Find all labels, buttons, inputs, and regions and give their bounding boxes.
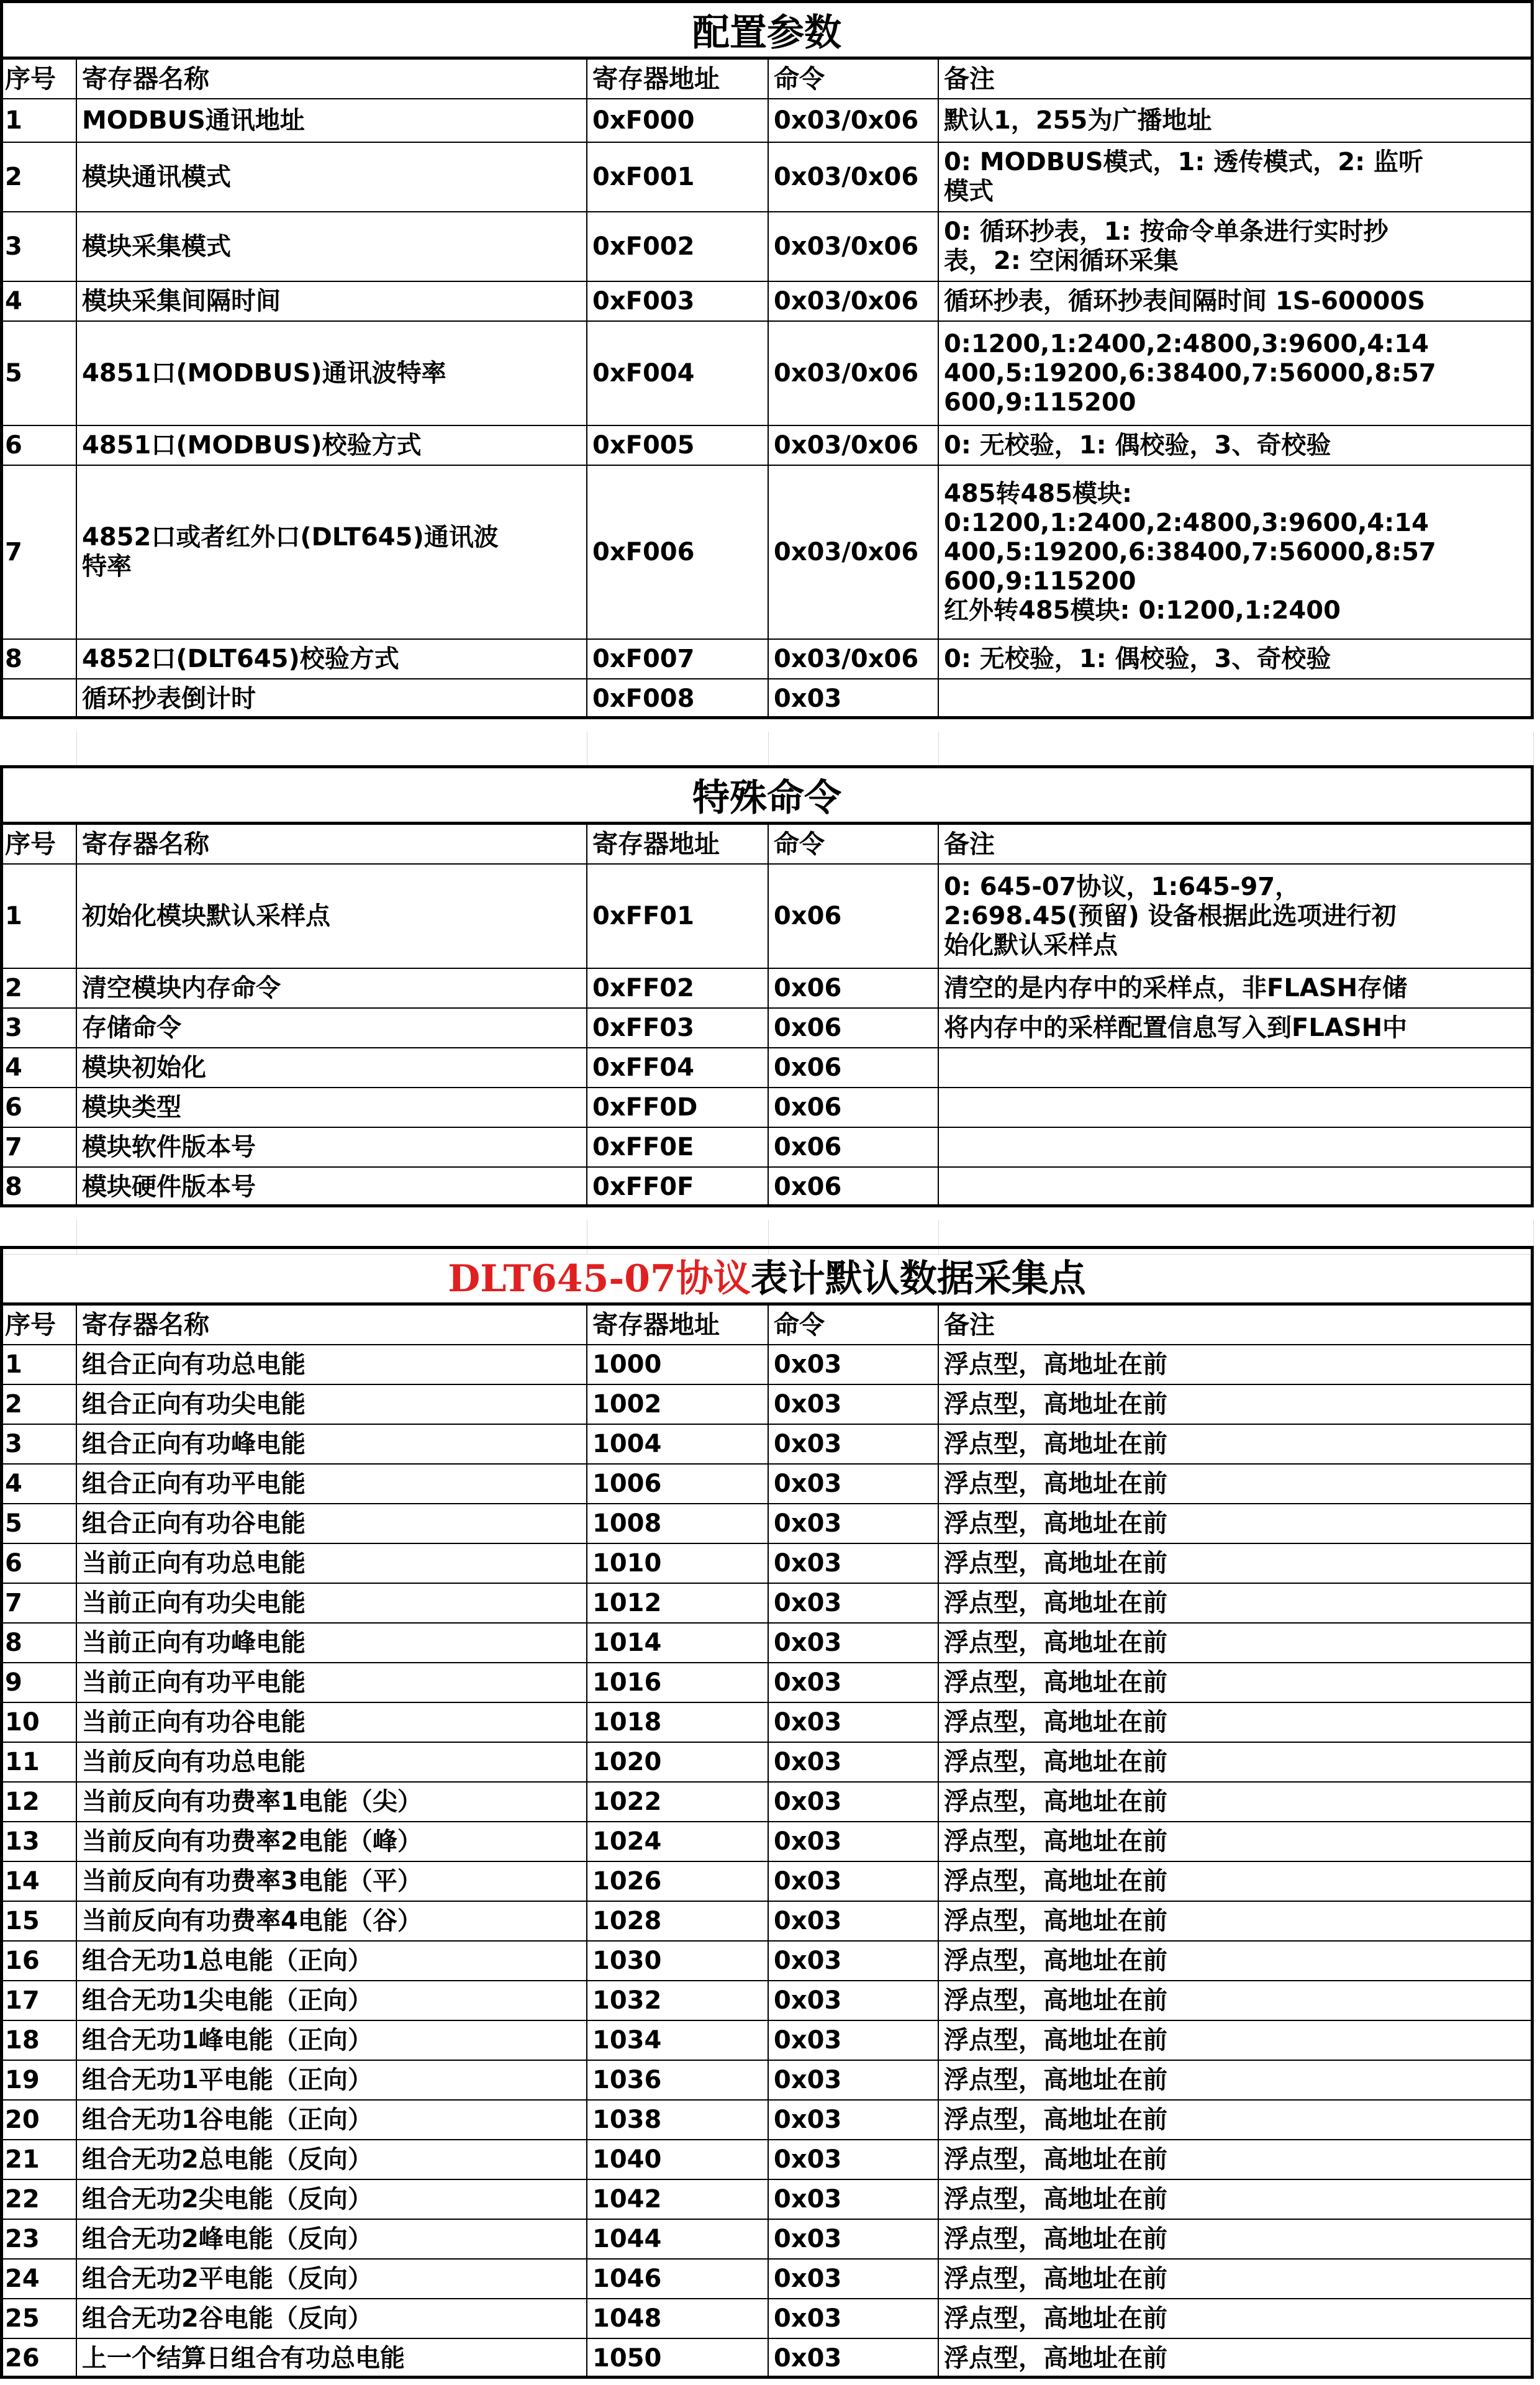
command-cell[interactable]: 0x03 [769, 1703, 939, 1743]
remark-cell[interactable]: 清空的是内存中的采样点，非FLASH存储 [939, 969, 1534, 1009]
command-cell[interactable]: 0x06 [769, 1168, 939, 1207]
register-address-cell[interactable]: 1000 [587, 1345, 769, 1385]
register-address-cell[interactable]: 0xFF0D [587, 1088, 769, 1128]
command-cell[interactable]: 0x03/0x06 [769, 466, 939, 640]
register-name-cell[interactable]: 上一个结算日组合有功总电能 [77, 2339, 587, 2379]
index-cell[interactable]: 23 [0, 2220, 77, 2260]
remark-cell[interactable]: 浮点型，高地址在前 [939, 1703, 1534, 1743]
index-cell[interactable]: 10 [0, 1703, 77, 1743]
remark-cell[interactable]: 浮点型，高地址在前 [939, 1822, 1534, 1862]
register-name-cell[interactable]: 初始化模块默认采样点 [77, 865, 587, 969]
remark-cell[interactable]: 浮点型，高地址在前 [939, 2140, 1534, 2180]
command-cell[interactable]: 0x03 [769, 1584, 939, 1624]
register-address-cell[interactable]: 0xF007 [587, 640, 769, 679]
register-name-cell[interactable]: 组合无功2总电能（反向） [77, 2140, 587, 2180]
command-cell[interactable]: 0x06 [769, 1128, 939, 1168]
register-name-cell[interactable]: 模块类型 [77, 1088, 587, 1128]
command-cell[interactable]: 0x03/0x06 [769, 212, 939, 282]
remark-cell[interactable]: 浮点型，高地址在前 [939, 1425, 1534, 1465]
register-address-cell[interactable]: 1012 [587, 1584, 769, 1624]
remark-cell[interactable]: 循环抄表，循环抄表间隔时间 1S-60000S [939, 282, 1534, 322]
register-name-cell[interactable]: 模块硬件版本号 [77, 1168, 587, 1207]
index-cell[interactable]: 18 [0, 2021, 77, 2061]
column-header-command[interactable]: 命令 [769, 825, 939, 865]
column-header-index[interactable]: 序号 [0, 60, 77, 99]
register-address-cell[interactable]: 1036 [587, 2061, 769, 2101]
register-name-cell[interactable]: 组合正向有功谷电能 [77, 1504, 587, 1544]
remark-cell[interactable]: 浮点型，高地址在前 [939, 1862, 1534, 1902]
index-cell[interactable]: 15 [0, 1902, 77, 1942]
register-address-cell[interactable]: 1030 [587, 1942, 769, 1981]
register-address-cell[interactable]: 1038 [587, 2101, 769, 2140]
column-header-index[interactable]: 序号 [0, 825, 77, 865]
command-cell[interactable]: 0x03/0x06 [769, 143, 939, 212]
remark-cell[interactable]: 浮点型，高地址在前 [939, 1942, 1534, 1981]
register-address-cell[interactable]: 1016 [587, 1663, 769, 1703]
section-title [0, 765, 1534, 825]
remark-cell[interactable]: 0: 无校验，1: 偶校验，3、奇校验 [939, 426, 1534, 466]
index-cell[interactable]: 13 [0, 1822, 77, 1862]
section-title [0, 1246, 1534, 1306]
command-cell[interactable]: 0x03 [769, 1942, 939, 1981]
command-cell[interactable]: 0x03 [769, 1385, 939, 1425]
register-address-cell[interactable]: 0xF002 [587, 212, 769, 282]
register-address-cell[interactable]: 0xF008 [587, 679, 769, 719]
command-cell[interactable]: 0x03 [769, 1862, 939, 1902]
column-header-register-address[interactable]: 寄存器地址 [587, 825, 769, 865]
register-name-cell[interactable]: 组合正向有功峰电能 [77, 1425, 587, 1465]
register-address-cell[interactable]: 0xFF03 [587, 1009, 769, 1048]
index-cell[interactable]: 3 [0, 1009, 77, 1048]
register-address-cell[interactable]: 0xF001 [587, 143, 769, 212]
index-cell[interactable]: 4 [0, 1048, 77, 1088]
index-cell[interactable]: 25 [0, 2299, 77, 2339]
register-address-cell[interactable]: 1026 [587, 1862, 769, 1902]
register-name-cell[interactable]: 组合无功2峰电能（反向） [77, 2220, 587, 2260]
remark-cell[interactable]: 浮点型，高地址在前 [939, 1465, 1534, 1504]
register-address-cell[interactable]: 1050 [587, 2339, 769, 2379]
register-name-cell[interactable]: 组合无功1平电能（正向） [77, 2061, 587, 2101]
index-cell[interactable]: 17 [0, 1981, 77, 2021]
register-address-cell[interactable]: 0xFF0E [587, 1128, 769, 1168]
command-cell[interactable]: 0x03 [769, 1624, 939, 1663]
empty-cell[interactable] [0, 732, 77, 766]
command-cell[interactable]: 0x03 [769, 1345, 939, 1385]
command-cell[interactable]: 0x03 [769, 1902, 939, 1942]
command-cell[interactable]: 0x03 [769, 1544, 939, 1584]
remark-cell[interactable]: 0:1200,1:2400,2:4800,3:9600,4:14 400,5:19200,6:38400,7:56000,8:57 600,9:115200 [939, 322, 1534, 426]
register-name-cell[interactable]: 当前正向有功峰电能 [77, 1624, 587, 1663]
column-header-register-address[interactable]: 寄存器地址 [587, 60, 769, 99]
register-address-cell[interactable]: 0xF003 [587, 282, 769, 322]
register-name-cell[interactable]: 当前正向有功谷电能 [77, 1703, 587, 1743]
command-cell[interactable]: 0x03 [769, 1783, 939, 1822]
register-name-cell[interactable]: 当前反向有功费率3电能（平） [77, 1862, 587, 1902]
register-address-cell[interactable]: 0xF004 [587, 322, 769, 426]
index-cell[interactable]: 26 [0, 2339, 77, 2379]
remark-cell[interactable] [939, 679, 1534, 719]
remark-cell[interactable]: 浮点型，高地址在前 [939, 1783, 1534, 1822]
remark-cell[interactable]: 浮点型，高地址在前 [939, 1624, 1534, 1663]
register-name-cell[interactable]: 组合无功1峰电能（正向） [77, 2021, 587, 2061]
register-address-cell[interactable]: 1022 [587, 1783, 769, 1822]
index-cell[interactable]: 19 [0, 2061, 77, 2101]
register-address-cell[interactable]: 0xF005 [587, 426, 769, 466]
register-name-cell[interactable]: 循环抄表倒计时 [77, 679, 587, 719]
command-cell[interactable]: 0x03/0x06 [769, 426, 939, 466]
command-cell[interactable]: 0x03 [769, 2061, 939, 2101]
remark-cell[interactable]: 浮点型，高地址在前 [939, 1504, 1534, 1544]
index-cell[interactable]: 7 [0, 466, 77, 640]
column-header-register-name[interactable]: 寄存器名称 [77, 1306, 587, 1345]
command-cell[interactable]: 0x03 [769, 2021, 939, 2061]
command-cell[interactable]: 0x06 [769, 969, 939, 1009]
register-name-cell[interactable]: 组合无功2谷电能（反向） [77, 2299, 587, 2339]
command-cell[interactable]: 0x03 [769, 2260, 939, 2299]
index-cell[interactable]: 7 [0, 1128, 77, 1168]
column-header-remark[interactable]: 备注 [939, 825, 1534, 865]
register-address-cell[interactable]: 0xF006 [587, 466, 769, 640]
register-name-cell[interactable]: 组合正向有功尖电能 [77, 1385, 587, 1425]
register-address-cell[interactable]: 1048 [587, 2299, 769, 2339]
remark-cell[interactable]: 浮点型，高地址在前 [939, 2061, 1534, 2101]
index-cell[interactable]: 3 [0, 1425, 77, 1465]
register-address-cell[interactable]: 1044 [587, 2220, 769, 2260]
register-address-cell[interactable]: 1046 [587, 2260, 769, 2299]
command-cell[interactable]: 0x03 [769, 1663, 939, 1703]
empty-cell[interactable] [769, 732, 939, 766]
command-cell[interactable]: 0x03 [769, 2180, 939, 2220]
column-header-remark[interactable]: 备注 [939, 1306, 1534, 1345]
index-cell[interactable]: 8 [0, 1624, 77, 1663]
remark-cell[interactable]: 浮点型，高地址在前 [939, 1584, 1534, 1624]
remark-cell[interactable] [939, 1128, 1534, 1168]
register-name-cell[interactable]: 组合无功2尖电能（反向） [77, 2180, 587, 2220]
column-header-register-name[interactable]: 寄存器名称 [77, 825, 587, 865]
index-cell[interactable]: 11 [0, 1743, 77, 1783]
index-cell[interactable]: 4 [0, 1465, 77, 1504]
register-name-cell[interactable]: 组合无功1总电能（正向） [77, 1942, 587, 1981]
register-name-cell[interactable]: 清空模块内存命令 [77, 969, 587, 1009]
register-address-cell[interactable]: 1014 [587, 1624, 769, 1663]
section-title-text: 配置参数 [692, 11, 841, 55]
section-title-text: 表计默认数据采集点 [750, 1256, 1086, 1301]
remark-cell[interactable]: 默认1，255为广播地址 [939, 99, 1534, 143]
remark-cell[interactable]: 浮点型，高地址在前 [939, 2260, 1534, 2299]
command-cell[interactable]: 0x03 [769, 2101, 939, 2140]
register-address-cell[interactable]: 1002 [587, 1385, 769, 1425]
index-cell[interactable]: 8 [0, 640, 77, 679]
remark-cell[interactable]: 0: 无校验，1: 偶校验，3、奇校验 [939, 640, 1534, 679]
command-cell[interactable]: 0x03 [769, 2220, 939, 2260]
index-cell[interactable]: 8 [0, 1168, 77, 1207]
register-name-cell[interactable]: 当前反向有功费率1电能（尖） [77, 1783, 587, 1822]
empty-cell[interactable] [77, 732, 587, 766]
command-cell[interactable]: 0x03/0x06 [769, 99, 939, 143]
register-address-cell[interactable]: 1004 [587, 1425, 769, 1465]
index-cell[interactable]: 20 [0, 2101, 77, 2140]
register-address-cell[interactable]: 1040 [587, 2140, 769, 2180]
remark-cell[interactable]: 浮点型，高地址在前 [939, 1345, 1534, 1385]
register-name-cell[interactable]: 组合无功1尖电能（正向） [77, 1981, 587, 2021]
command-cell[interactable]: 0x03 [769, 1425, 939, 1465]
register-address-cell[interactable]: 1018 [587, 1703, 769, 1743]
empty-cell[interactable] [587, 732, 769, 766]
index-cell[interactable]: 16 [0, 1942, 77, 1981]
index-cell[interactable] [0, 679, 77, 719]
section-title-text: 特殊命令 [692, 776, 841, 820]
register-name-cell[interactable]: MODBUS通讯地址 [77, 99, 587, 143]
remark-cell[interactable]: 浮点型，高地址在前 [939, 1385, 1534, 1425]
remark-cell[interactable]: 0: 循环抄表，1: 按命令单条进行实时抄 表，2: 空闲循环采集 [939, 212, 1534, 282]
index-cell[interactable]: 6 [0, 1088, 77, 1128]
remark-cell[interactable] [939, 1048, 1534, 1088]
remark-cell[interactable] [939, 1088, 1534, 1128]
column-header-remark[interactable]: 备注 [939, 60, 1534, 99]
column-header-command[interactable]: 命令 [769, 60, 939, 99]
register-name-cell[interactable]: 组合无功1谷电能（正向） [77, 2101, 587, 2140]
index-cell[interactable]: 21 [0, 2140, 77, 2180]
register-address-cell[interactable]: 1034 [587, 2021, 769, 2061]
register-address-cell[interactable]: 0xFF01 [587, 865, 769, 969]
index-cell[interactable]: 12 [0, 1783, 77, 1822]
command-cell[interactable]: 0x03 [769, 1465, 939, 1504]
register-address-cell[interactable]: 0xFF04 [587, 1048, 769, 1088]
index-cell[interactable]: 1 [0, 99, 77, 143]
column-header-register-name[interactable]: 寄存器名称 [77, 60, 587, 99]
register-name-cell[interactable]: 模块采集间隔时间 [77, 282, 587, 322]
remark-cell[interactable] [939, 1168, 1534, 1207]
remark-cell[interactable]: 浮点型，高地址在前 [939, 2299, 1534, 2339]
register-name-cell[interactable]: 4851口(MODBUS)校验方式 [77, 426, 587, 466]
index-cell[interactable]: 4 [0, 282, 77, 322]
remark-cell[interactable]: 浮点型，高地址在前 [939, 2220, 1534, 2260]
remark-cell[interactable]: 浮点型，高地址在前 [939, 1902, 1534, 1942]
index-cell[interactable]: 2 [0, 143, 77, 212]
index-cell[interactable]: 7 [0, 1584, 77, 1624]
index-cell[interactable]: 5 [0, 322, 77, 426]
index-cell[interactable]: 22 [0, 2180, 77, 2220]
command-cell[interactable]: 0x03 [769, 1981, 939, 2021]
register-address-cell[interactable]: 1006 [587, 1465, 769, 1504]
register-name-cell[interactable]: 组合正向有功平电能 [77, 1465, 587, 1504]
register-address-cell[interactable]: 1010 [587, 1544, 769, 1584]
register-address-cell[interactable]: 1008 [587, 1504, 769, 1544]
register-name-cell[interactable]: 当前正向有功总电能 [77, 1544, 587, 1584]
index-cell[interactable]: 24 [0, 2260, 77, 2299]
register-name-cell[interactable]: 当前正向有功尖电能 [77, 1584, 587, 1624]
index-cell[interactable]: 9 [0, 1663, 77, 1703]
register-address-cell[interactable]: 0xFF02 [587, 969, 769, 1009]
register-address-cell[interactable]: 1028 [587, 1902, 769, 1942]
command-cell[interactable]: 0x03 [769, 1822, 939, 1862]
command-cell[interactable]: 0x06 [769, 865, 939, 969]
remark-cell[interactable]: 浮点型，高地址在前 [939, 1981, 1534, 2021]
register-address-cell[interactable]: 1020 [587, 1743, 769, 1783]
command-cell[interactable]: 0x06 [769, 1088, 939, 1128]
command-cell[interactable]: 0x03/0x06 [769, 282, 939, 322]
index-cell[interactable]: 5 [0, 1504, 77, 1544]
register-address-cell[interactable]: 1024 [587, 1822, 769, 1862]
remark-cell[interactable]: 浮点型，高地址在前 [939, 2180, 1534, 2220]
index-cell[interactable]: 1 [0, 1345, 77, 1385]
register-name-cell[interactable]: 组合正向有功总电能 [77, 1345, 587, 1385]
command-cell[interactable]: 0x03/0x06 [769, 322, 939, 426]
command-cell[interactable]: 0x06 [769, 1048, 939, 1088]
remark-cell[interactable]: 0: 645-07协议，1:645-97， 2:698.45(预留) 设备根据此选项进行初 始化默认采样点 [939, 865, 1534, 969]
remark-cell[interactable]: 0: MODBUS模式，1: 透传模式，2: 监听 模式 [939, 143, 1534, 212]
command-cell[interactable]: 0x03 [769, 679, 939, 719]
column-header-index[interactable]: 序号 [0, 1306, 77, 1345]
register-name-cell[interactable]: 组合无功2平电能（反向） [77, 2260, 587, 2299]
section-title [0, 0, 1534, 60]
register-name-cell[interactable]: 模块采集模式 [77, 212, 587, 282]
remark-cell[interactable]: 浮点型，高地址在前 [939, 1544, 1534, 1584]
empty-cell[interactable] [939, 732, 1534, 766]
remark-cell[interactable]: 浮点型，高地址在前 [939, 2101, 1534, 2140]
register-name-cell[interactable]: 当前反向有功费率2电能（峰） [77, 1822, 587, 1862]
index-cell[interactable]: 6 [0, 1544, 77, 1584]
command-cell[interactable]: 0x03/0x06 [769, 640, 939, 679]
command-cell[interactable]: 0x03 [769, 2140, 939, 2180]
remark-cell[interactable]: 浮点型，高地址在前 [939, 1663, 1534, 1703]
register-address-cell[interactable]: 0xF000 [587, 99, 769, 143]
register-address-cell[interactable]: 0xFF0F [587, 1168, 769, 1207]
register-name-cell[interactable]: 存储命令 [77, 1009, 587, 1048]
register-name-cell[interactable]: 当前正向有功平电能 [77, 1663, 587, 1703]
register-name-cell[interactable]: 模块软件版本号 [77, 1128, 587, 1168]
index-cell[interactable]: 2 [0, 969, 77, 1009]
command-cell[interactable]: 0x03 [769, 1743, 939, 1783]
index-cell[interactable]: 1 [0, 865, 77, 969]
index-cell[interactable]: 6 [0, 426, 77, 466]
column-header-command[interactable]: 命令 [769, 1306, 939, 1345]
remark-cell[interactable]: 浮点型，高地址在前 [939, 1743, 1534, 1783]
command-cell[interactable]: 0x03 [769, 2339, 939, 2379]
register-name-cell[interactable]: 4852口(DLT645)校验方式 [77, 640, 587, 679]
register-name-cell[interactable]: 模块通讯模式 [77, 143, 587, 212]
remark-cell[interactable]: 浮点型，高地址在前 [939, 2021, 1534, 2061]
register-name-cell[interactable]: 当前反向有功总电能 [77, 1743, 587, 1783]
command-cell[interactable]: 0x03 [769, 1504, 939, 1544]
index-cell[interactable]: 3 [0, 212, 77, 282]
register-name-cell[interactable]: 当前反向有功费率4电能（谷） [77, 1902, 587, 1942]
command-cell[interactable]: 0x03 [769, 2299, 939, 2339]
register-name-cell[interactable]: 模块初始化 [77, 1048, 587, 1088]
register-name-cell[interactable]: 4852口或者红外口(DLT645)通讯波 特率 [77, 466, 587, 640]
command-cell[interactable]: 0x06 [769, 1009, 939, 1048]
index-cell[interactable]: 2 [0, 1385, 77, 1425]
section-title-highlight: DLT645-07协议 [448, 1256, 751, 1301]
remark-cell[interactable]: 将内存中的采样配置信息写入到FLASH中 [939, 1009, 1534, 1048]
remark-cell[interactable]: 485转485模块: 0:1200,1:2400,2:4800,3:9600,4:14 400,5:19200,6:38400,7:56000,8:57 600,9:115200 红外转485模块: 0:1200,1:2400 [939, 466, 1534, 640]
column-header-register-address[interactable]: 寄存器地址 [587, 1306, 769, 1345]
register-address-cell[interactable]: 1032 [587, 1981, 769, 2021]
index-cell[interactable]: 14 [0, 1862, 77, 1902]
register-name-cell[interactable]: 4851口(MODBUS)通讯波特率 [77, 322, 587, 426]
remark-cell[interactable]: 浮点型，高地址在前 [939, 2339, 1534, 2379]
register-address-cell[interactable]: 1042 [587, 2180, 769, 2220]
